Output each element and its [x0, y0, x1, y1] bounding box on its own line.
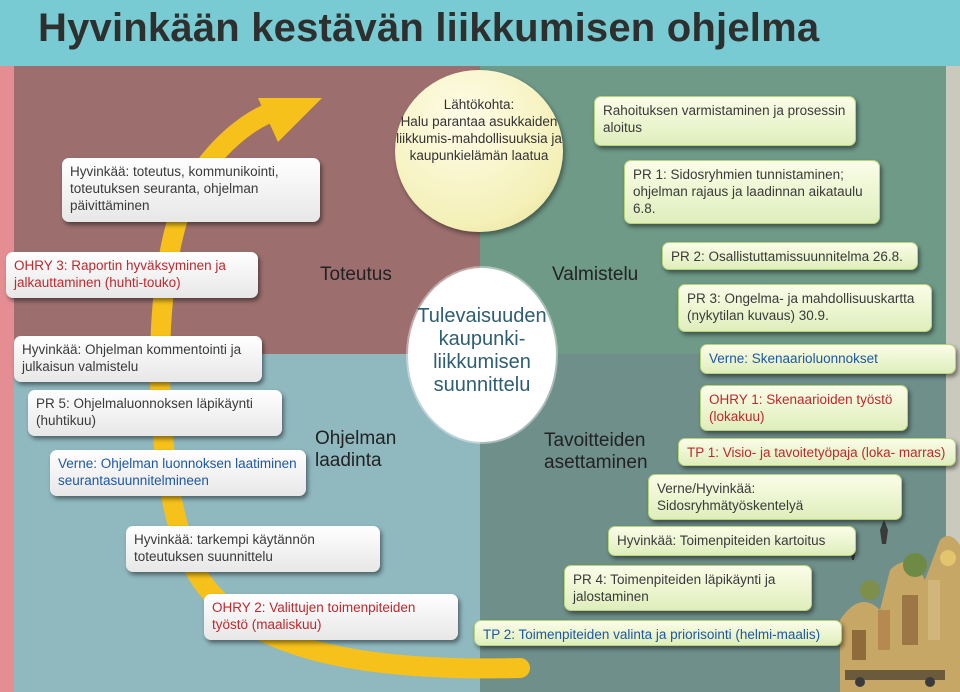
- label-ohjelman-laadinta: Ohjelman laadinta: [315, 428, 397, 471]
- start-label-body: Halu parantaa asukkaiden liikkumis-mahdollisuuksia ja kaupunkielämän laatua: [396, 114, 562, 163]
- step-verne-skenaariot: Verne: Skenaarioluonnokset: [700, 344, 956, 374]
- center-label: Tulevaisuuden kaupunki-liikkumisen suunnittelu: [417, 305, 547, 396]
- step-rahoitus: Rahoituksen varmistaminen ja prosessin aloitus: [594, 96, 856, 146]
- step-ohry1: OHRY 1: Skenaarioiden työstö (lokakuu): [700, 385, 908, 431]
- step-hyvinkaa-kommentointi: Hyvinkää: Ohjelman kommentointi ja julkaisun valmistelu: [14, 336, 262, 382]
- label-tavoitteiden-asettaminen: Tavoitteiden asettaminen: [544, 430, 648, 473]
- page-title: Hyvinkään kestävän liikkumisen ohjelma: [38, 6, 820, 50]
- step-hyvinkaa-tarkempi: Hyvinkää: tarkempi käytännön toteutuksen suunnittelu: [126, 526, 380, 572]
- start-label: [395, 96, 563, 164]
- step-verne-ohjelma: Verne: Ohjelman luonnoksen laatiminen seurantasuunnitelmineen: [50, 450, 306, 496]
- label-toteutus: Toteutus: [320, 264, 392, 285]
- step-hyvinkaa-toimenpiteet: Hyvinkää: Toimenpiteiden kartoitus: [608, 526, 856, 556]
- start-label-heading: Lähtökohta:: [443, 97, 515, 112]
- step-pr2: PR 2: Osallistuttamissuunnitelma 26.8.: [662, 242, 918, 270]
- label-valmistelu: Valmistelu: [552, 264, 639, 285]
- step-pr5: PR 5: Ohjelmaluonnoksen läpikäynti (huhtikuu): [28, 390, 282, 436]
- step-ohry3: OHRY 3: Raportin hyväksyminen ja jalkauttaminen (huhti-touko): [6, 252, 258, 298]
- step-ohry2: OHRY 2: Valittujen toimenpiteiden työstö (maaliskuu): [204, 594, 458, 640]
- step-tp2: TP 2: Toimenpiteiden valinta ja priorisointi (helmi-maalis): [474, 620, 842, 646]
- step-hyvinkaa-toteutus: Hyvinkää: toteutus, kommunikointi, toteutuksen seuranta, ohjelman päivittäminen: [62, 158, 320, 222]
- step-verne-hyvinkaa: Verne/Hyvinkää: Sidosryhmätyöskentelyä: [648, 474, 902, 520]
- step-pr1: PR 1: Sidosryhmien tunnistaminen; ohjelman rajaus ja laadinnan aikataulu 6.8.: [624, 160, 880, 224]
- step-pr3: PR 3: Ongelma- ja mahdollisuuskartta (nykytilan kuvaus) 30.9.: [678, 284, 932, 332]
- step-tp1: TP 1: Visio- ja tavoitetyöpaja (loka- marras): [678, 438, 956, 466]
- step-pr4: PR 4: Toimenpiteiden läpikäynti ja jalostaminen: [564, 565, 812, 611]
